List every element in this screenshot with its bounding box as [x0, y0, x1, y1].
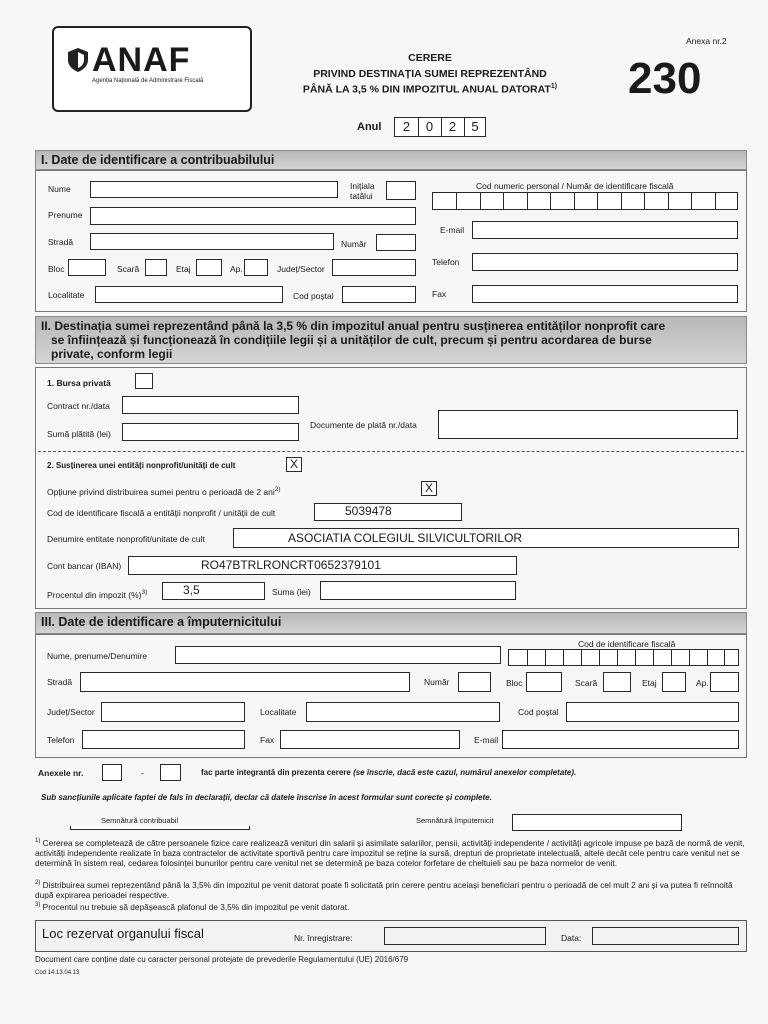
judet-input[interactable] [332, 259, 416, 276]
note-3-text: Procentul nu trebuie să depășească plafonul de 3,5% din impozitul pe venit datorat. [42, 901, 350, 912]
fax-label: Fax [432, 289, 447, 299]
suma-platita-label: Sumă plătită (lei) [47, 429, 111, 439]
procent-label: Procentul din impozit (%) [47, 589, 142, 600]
imp-strada-label: Stradă [47, 677, 73, 687]
numar-input[interactable] [376, 234, 416, 251]
fax-input[interactable] [472, 285, 738, 303]
year-digit-2: 0 [425, 119, 434, 134]
localitate-input[interactable] [95, 286, 283, 303]
scara-label: Scară [117, 264, 140, 274]
anexele-italic: (se înscrie, dacă este cazul, numărul anexelor completate). [353, 768, 577, 777]
imp-bloc-input[interactable] [526, 672, 562, 692]
bloc-input[interactable] [68, 259, 106, 276]
ap-input[interactable] [244, 259, 268, 276]
gdpr-text: Document care conține date cu caracter personal protejate de prevederile Regulamentului (UE) 2016/679 [35, 955, 409, 964]
cif-value: 5039478 [345, 504, 392, 518]
bloc-label: Bloc [48, 264, 65, 274]
optiune-label: Opțiune privind distribuirea sumei pentru o perioadă de 2 ani [47, 486, 275, 497]
procent-label-wrap [47, 588, 147, 600]
cif-input[interactable] [314, 503, 462, 521]
contract-label: Contract nr./data [47, 401, 110, 411]
procent-input[interactable] [162, 582, 265, 600]
initiala-label-2: tatălui [350, 191, 373, 201]
imp-numar-input[interactable] [458, 672, 491, 692]
title-line3-wrap [280, 83, 580, 96]
imp-judet-label: Județ/Sector [47, 707, 95, 717]
note-1-text: Cererea se completează de către persoanele fizice care realizează venituri din salarii și asimilate salariilor, pensii, activități independente / activități agricole impuse pe bază de normă de venit, activități independente realizate în baza contractelor de activitate sportivă pentru care impozitul se reține la sursă, drepturi de proprietate intelectuală, altele decât cele pentru care venitul net se determină în sistem real, cedarea folosinței bunurilor pentru care venitul net se determină pe baza cotelor forfetare de cheltuieli sau pe baza normelor de venit. [35, 837, 745, 868]
documente-input[interactable] [438, 410, 738, 439]
imp-bloc-label: Bloc [506, 678, 523, 688]
nume-label: Nume [48, 184, 71, 194]
title-line1: CERERE [408, 52, 452, 64]
telefon-input[interactable] [472, 253, 738, 271]
email-input[interactable] [472, 221, 738, 239]
title-line3: PÂNĂ LA 3,5 % DIN IMPOZITUL ANUAL DATORAT [302, 83, 551, 96]
year-digit-4: 5 [471, 119, 479, 134]
cnp-label: Cod numeric personal / Număr de identificare fiscală [476, 181, 674, 191]
nr-inreg-label: Nr. înregistrare: [294, 933, 353, 943]
sustinere-checkbox[interactable] [286, 457, 302, 472]
denumire-label: Denumire entitate nonprofit/unitate de cult [47, 534, 205, 544]
imp-nume-label: Nume, prenume/Denumire [47, 651, 148, 661]
imp-nume-input[interactable] [175, 646, 501, 664]
bursa-checkbox[interactable] [135, 373, 153, 389]
data-label: Data: [561, 933, 582, 943]
documente-label: Documente de plată nr./data [310, 420, 417, 430]
imp-cod-postal-label: Cod poștal [518, 707, 559, 717]
anexele-to-input[interactable] [160, 764, 181, 781]
optiune-mark: X [424, 481, 433, 495]
anexele-from-input[interactable] [102, 764, 122, 781]
sustinere-mark: X [289, 457, 298, 471]
contract-input[interactable] [122, 396, 299, 414]
denumire-value: ASOCIATIA COLEGIUL SILVICULTORILOR [288, 531, 523, 545]
etaj-input[interactable] [196, 259, 222, 276]
year-digit-3: 2 [448, 119, 457, 134]
year-digit-1: 2 [402, 119, 411, 134]
form-number: 230 [628, 54, 702, 103]
nr-inreg-input[interactable] [384, 927, 546, 945]
optiune-checkbox[interactable] [421, 481, 437, 496]
imp-localitate-input[interactable] [306, 702, 500, 722]
data-input[interactable] [592, 927, 739, 945]
section3-title: III. Date de identificare a împuternicitului [35, 612, 747, 634]
year-label: Anul [357, 121, 382, 133]
prenume-label: Prenume [48, 210, 83, 220]
year-field[interactable] [394, 117, 486, 137]
localitate-label: Localitate [48, 290, 85, 300]
sustinere-label: 2. Susținerea unei entități nonprofit/unități de cult [47, 461, 236, 470]
imp-ap-input[interactable] [710, 672, 739, 692]
imp-cif-label: Cod de identificare fiscală [578, 639, 676, 649]
imp-cod-postal-input[interactable] [566, 702, 739, 722]
denumire-input[interactable] [233, 528, 739, 548]
imp-ap-label: Ap. [696, 678, 709, 688]
section2-title-line2: se înființează și funcționează în condițiile legii și a unităților de cult, precum și pentru acordarea de burse [51, 333, 652, 347]
etaj-label: Etaj [176, 264, 191, 274]
loc-rezervat-label: Loc rezervat organului fiscal [42, 926, 204, 941]
note-3-mark: 3) [35, 902, 41, 908]
semn-contrib-label: Semnătură contribuabil [101, 816, 179, 825]
imp-strada-input[interactable] [80, 672, 410, 692]
logo-text: ANAF [92, 41, 191, 79]
imp-scara-label: Scară [575, 678, 598, 688]
imp-numar-label: Număr [424, 677, 450, 687]
imp-cif-input[interactable] [508, 649, 739, 666]
optiune-footnote-mark: 2) [274, 486, 281, 493]
note-1 [35, 836, 747, 868]
scara-input[interactable] [145, 259, 167, 276]
initiala-input[interactable] [386, 181, 416, 200]
telefon-label: Telefon [432, 257, 460, 267]
bursa-label: 1. Bursa privată [47, 378, 111, 388]
cod-postal-input[interactable] [342, 286, 416, 303]
anexele-text: fac parte integrantă din prezenta cerere [201, 768, 351, 777]
title-line2: PRIVIND DESTINAȚIA SUMEI REPREZENTÂND [313, 68, 547, 80]
cod-text: Cod 14.13.04.13 [35, 970, 80, 976]
note-2-text: Distribuirea sumei reprezentând până la 3,5% din impozitul pe venit datorat poate fi solicitată prin cerere pentru aceiași beneficiari pentru o perioadă de cel mult 2 ani și va putea fi reînnoită după expirarea perioadei respective. [35, 879, 733, 900]
iban-label: Cont bancar (IBAN) [47, 561, 122, 571]
sanctiuni-text: Sub sancțiunile aplicate faptei de fals în declarații, declar că datele înscrise în acest formular sunt corecte și complete. [41, 793, 492, 802]
nume-input[interactable] [90, 181, 338, 198]
section2-title-line1: II. Destinația sumei reprezentând până la 3,5 % din impozitul anual pentru susținerea entităților nonprofit care [41, 319, 666, 333]
imp-etaj-input[interactable] [662, 672, 686, 692]
initiala-label-1: Inițiala [350, 181, 375, 191]
anexa-label: Anexa nr.2 [686, 36, 727, 46]
semn-contrib-field[interactable] [70, 826, 250, 830]
prenume-input[interactable] [90, 207, 416, 225]
ap-label: Ap. [230, 264, 243, 274]
section2-divider [38, 451, 744, 452]
imp-fax-label: Fax [260, 735, 275, 745]
semn-imput-label: Semnătură împuternicit [416, 816, 494, 825]
imp-localitate-label: Localitate [260, 707, 297, 717]
note-3 [35, 900, 747, 912]
imp-scara-input[interactable] [603, 672, 631, 692]
cif-label: Cod de identificare fiscală a entității nonprofit / unității de cult [47, 508, 276, 518]
anexele-dash: - [141, 768, 144, 778]
imp-email-label: E-mail [474, 735, 499, 745]
logo-subtitle: Agenția Națională de Administrare Fiscală [92, 78, 204, 84]
cnp-input[interactable] [432, 192, 738, 210]
strada-input[interactable] [90, 233, 334, 250]
anexele-text-wrap [201, 768, 576, 778]
section2-title-line3: private, conform legii [51, 347, 173, 361]
judet-label: Județ/Sector [277, 264, 325, 274]
iban-value: RO47BTRLRONCRT0652379101 [201, 558, 381, 572]
note-1-mark: 1) [35, 838, 41, 844]
note-2 [35, 878, 747, 900]
strada-label: Stradă [48, 237, 74, 247]
section1-title: I. Date de identificare a contribuabilului [35, 150, 747, 170]
email-label: E-mail [440, 225, 465, 235]
suma-platita-input[interactable] [122, 423, 299, 441]
imp-judet-input[interactable] [101, 702, 245, 722]
shield-icon [66, 47, 90, 73]
numar-label: Număr [341, 239, 367, 249]
imp-telefon-input[interactable] [82, 730, 245, 749]
suma-input[interactable] [320, 581, 516, 600]
title-footnote-mark: 1) [550, 83, 558, 90]
section2-title [35, 316, 747, 364]
iban-input[interactable] [128, 556, 517, 575]
note-2-mark: 2) [35, 880, 41, 886]
suma-label: Suma (lei) [272, 587, 311, 597]
imp-fax-input[interactable] [280, 730, 460, 749]
procent-footnote-mark: 3) [141, 589, 148, 596]
imp-etaj-label: Etaj [642, 678, 657, 688]
cod-postal-label: Cod poștal [293, 291, 334, 301]
anexele-label: Anexele nr. [38, 768, 84, 778]
optiune-label-wrap [47, 485, 281, 497]
semn-imput-field[interactable] [512, 814, 682, 831]
procent-value: 3,5 [183, 583, 200, 597]
imp-email-input[interactable] [502, 730, 739, 749]
imp-telefon-label: Telefon [47, 735, 75, 745]
